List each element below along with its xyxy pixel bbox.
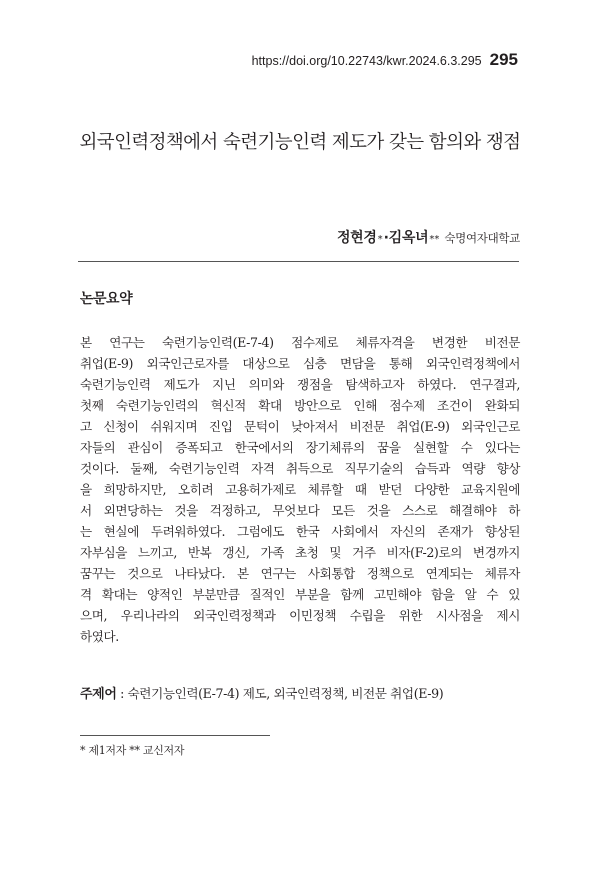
abstract-line: 고 신청이 쉬워지며 진입 문턱이 낮아져서 비전문 취업(E-9) 외국인근로 <box>80 419 520 434</box>
abstract-line: 는 현실에 두려워하였다. 그럼에도 한국 사회에서 자신의 존재가 향상된 <box>80 524 520 539</box>
abstract-line: 꿈꾸는 것으로 나타났다. 본 연구는 사회통합 정책으로 연계되는 체류자 <box>80 566 520 581</box>
header-divider <box>78 261 519 262</box>
abstract-line: 자들의 관심이 증폭되고 한국에서의 장기체류의 꿈을 실현할 수 있다는 <box>80 440 520 455</box>
abstract-line: 것이다. 둘째, 숙련기능인력 자격 취득으로 직무기술의 습득과 역량 향상 <box>80 461 520 476</box>
abstract-line: 숙련기능인력 제도가 지닌 의미와 쟁점을 탐색하고자 하였다. 연구결과, <box>80 377 520 392</box>
abstract-line: 으며, 우리나라의 외국인력정책과 이민정책 수립을 위한 시사점을 제시 <box>80 608 520 623</box>
doi-link[interactable]: https://doi.org/10.22743/kwr.2024.6.3.295 <box>251 54 482 68</box>
abstract-line: 자부심을 느끼고, 반복 갱신, 가족 초청 및 거주 비자(F-2)로의 변경까지 <box>80 545 520 560</box>
keywords-label: 주제어 <box>80 687 117 702</box>
abstract-line: 을 희망하지만, 오히려 고용허가제로 체류할 때 받던 다양한 교육지원에 <box>80 482 520 497</box>
footnote: * 제1저자 ** 교신저자 <box>80 744 185 757</box>
keywords-separator: : <box>116 686 128 701</box>
paper-title: 외국인력정책에서 숙련기능인력 제도가 갖는 함의와 쟁점 <box>79 132 521 153</box>
author-1-name: 정현경 <box>336 230 377 246</box>
running-header <box>252 50 518 70</box>
author-2-mark: ** <box>429 234 440 245</box>
author-separator: · <box>383 230 389 246</box>
keywords <box>80 683 520 702</box>
author-2-name: 김옥녀 <box>388 230 429 246</box>
author-line <box>337 227 520 247</box>
abstract-line: 하였다. <box>80 629 119 644</box>
abstract-line: 취업(E-9) 외국인근로자를 대상으로 심층 면담을 통해 외국인력정책에서 <box>80 356 520 371</box>
page-number: 295 <box>489 50 518 69</box>
footnote-divider <box>80 735 270 736</box>
keywords-text: 숙련기능인력(E-7-4) 제도, 외국인력정책, 비전문 취업(E-9) <box>127 686 444 701</box>
affiliation: 숙명여자대학교 <box>444 231 520 245</box>
abstract-line: 첫째 숙련기능인력의 혁신적 확대 방안으로 인해 점수제 조건이 완화되 <box>80 398 520 413</box>
abstract-heading: 논문요약 <box>80 291 133 307</box>
abstract-line: 본 연구는 숙련기능인력(E-7-4) 점수제로 체류자격을 변경한 비전문 <box>80 335 520 350</box>
abstract-line: 격 확대는 양적인 부분만큼 질적인 부분을 함께 고민해야 함을 알 수 있 <box>80 587 520 602</box>
abstract-line: 서 외면당하는 것을 걱정하고, 무엇보다 모든 것을 스스로 해결해야 하 <box>80 503 520 518</box>
abstract-body <box>80 332 520 647</box>
author-1-mark: * <box>377 234 383 245</box>
